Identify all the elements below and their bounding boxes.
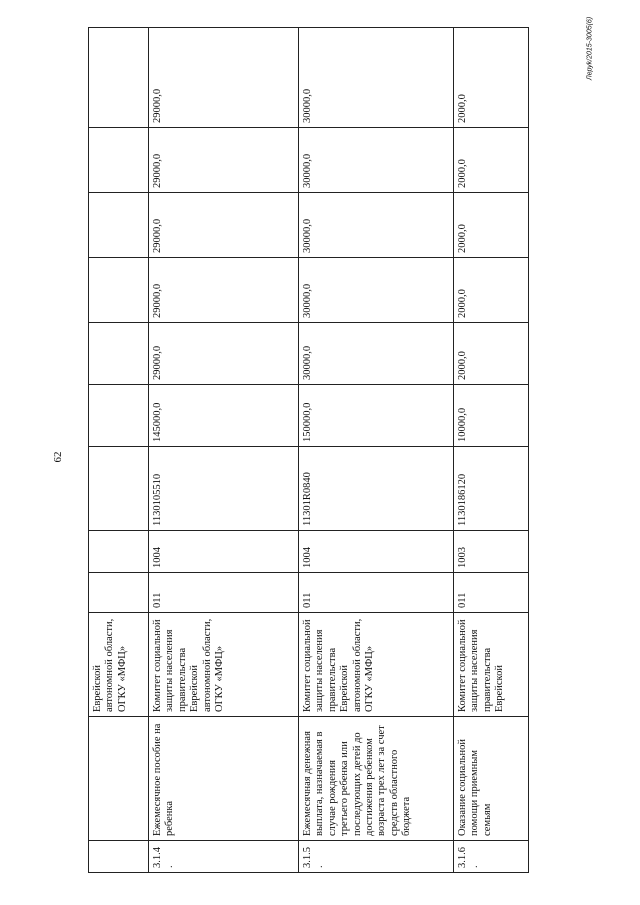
cell-year-5: 29000,0 [149, 28, 299, 128]
cell-name [89, 717, 149, 841]
cell-responsible: Комитет социальной защиты населения правительства Еврейской автономной области, ОГКУ «МФЦ» [149, 613, 299, 717]
page-number: 62 [52, 451, 64, 463]
cell-num: 3.1.5. [299, 841, 454, 873]
footer-code: Леруk/2015-3005(6) [586, 16, 594, 81]
cell-rzpr: 1003 [454, 531, 529, 573]
cell-name: Ежемесячное пособие на ребенка [149, 717, 299, 841]
cell-name: Ежемесячная денежная выплата, назначаемая в случае рождения третьего ребенка или последующих детей до достижения ребенком возраста трех лет за счет средств областного бюджета [299, 717, 454, 841]
cell-total: 145000,0 [149, 385, 299, 447]
cell-year-5: 30000,0 [299, 28, 454, 128]
table-row [149, 28, 299, 873]
cell-num: 3.1.6. [454, 841, 529, 873]
cell-year-4: 30000,0 [299, 128, 454, 193]
cell-grbs: 011 [299, 573, 454, 613]
rotated-table-wrapper [88, 28, 528, 873]
cell-total: 10000,0 [454, 385, 529, 447]
cell-rzpr: 1004 [299, 531, 454, 573]
cell-responsible: Комитет социальной защиты населения правительства Еврейской [454, 613, 529, 717]
cell-year-3: 29000,0 [149, 193, 299, 258]
table-row [299, 28, 454, 873]
cell-year-2: 29000,0 [149, 258, 299, 323]
cell-responsible: Комитет социальной защиты населения правительства Еврейской автономной области, ОГКУ «МФЦ» [299, 613, 454, 717]
table-row [454, 28, 529, 873]
cell-grbs: 011 [149, 573, 299, 613]
cell-year-5: 2000,0 [454, 28, 529, 128]
cell-csr: 1130186120 [454, 447, 529, 531]
cell-year-4: 29000,0 [149, 128, 299, 193]
cell-year-1: 2000,0 [454, 323, 529, 385]
cell-csr: 11301R0840 [299, 447, 454, 531]
cell-year-4: 2000,0 [454, 128, 529, 193]
cell-year-3: 30000,0 [299, 193, 454, 258]
cell-num: 3.1.4. [149, 841, 299, 873]
cell-year-2: 2000,0 [454, 258, 529, 323]
cell-grbs: 011 [454, 573, 529, 613]
table-row-continuation [89, 28, 149, 873]
cell-year-3: 2000,0 [454, 193, 529, 258]
cell-name: Оказание социальной помощи приемным семьям [454, 717, 529, 841]
cell-year-2: 30000,0 [299, 258, 454, 323]
cell-year-1: 30000,0 [299, 323, 454, 385]
cell-num [89, 841, 149, 873]
cell-year-1: 29000,0 [149, 323, 299, 385]
cell-rzpr: 1004 [149, 531, 299, 573]
cell-responsible: Еврейской автономной области, ОГКУ «МФЦ» [89, 613, 149, 717]
cell-total: 150000,0 [299, 385, 454, 447]
cell-csr: 1130105510 [149, 447, 299, 531]
program-table [88, 27, 529, 873]
